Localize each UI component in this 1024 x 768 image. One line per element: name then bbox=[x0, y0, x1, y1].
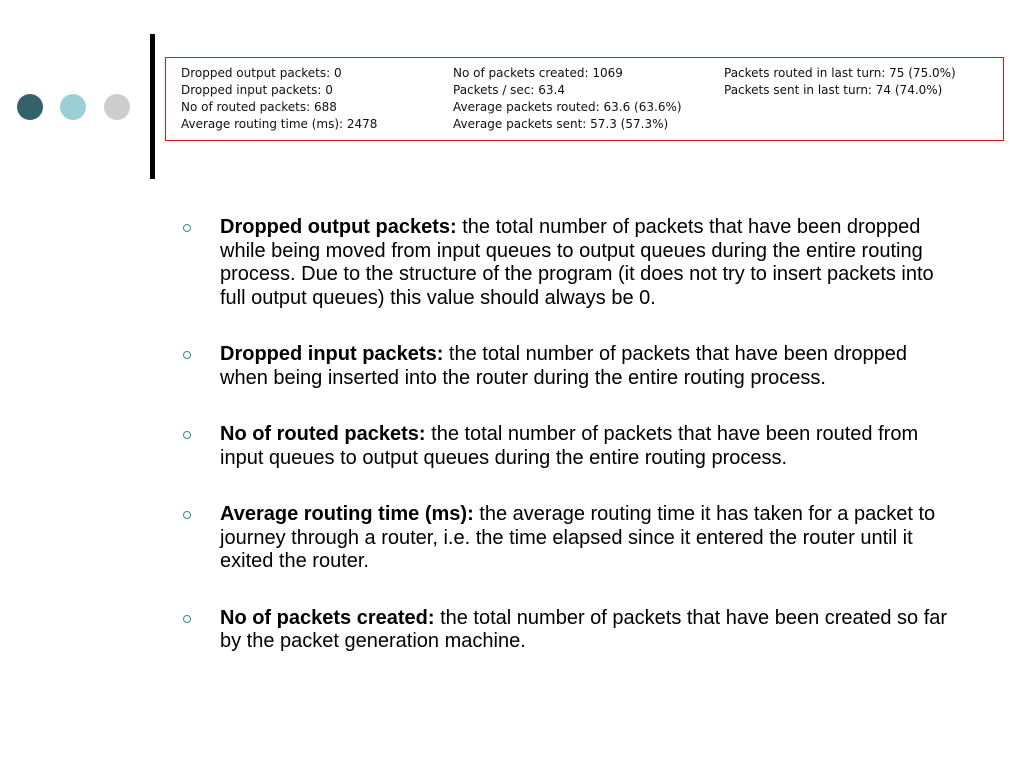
definition-term: Dropped input packets: bbox=[220, 343, 444, 365]
definition-term: Average routing time (ms): bbox=[220, 503, 474, 525]
definition-text: the average routing time it has taken for a packet to journey through a router, i.e. the time elapsed since it entered the router until it exited the router. bbox=[220, 503, 936, 572]
definition-text: the total number of packets that have been dropped when being inserted into the router during the entire routing process. bbox=[220, 343, 908, 389]
stat-dropped-input: Dropped input packets: 0 bbox=[181, 83, 333, 97]
bullet-ring-icon bbox=[183, 511, 191, 519]
stat-avg-packets-sent: Average packets sent: 57.3 (57.3%) bbox=[453, 117, 669, 131]
definition-item bbox=[183, 216, 953, 310]
stat-avg-packets-routed: Average packets routed: 63.6 (63.6%) bbox=[453, 100, 682, 114]
decor-dot-grey bbox=[104, 94, 130, 120]
stats-column-2 bbox=[453, 65, 682, 133]
stat-avg-routing-time: Average routing time (ms): 2478 bbox=[181, 117, 378, 131]
stats-column-1 bbox=[181, 65, 377, 133]
definition-item bbox=[183, 343, 953, 390]
bullet-ring-icon bbox=[183, 431, 191, 439]
stat-dropped-output: Dropped output packets: 0 bbox=[181, 66, 342, 80]
stat-packets-per-sec: Packets / sec: 63.4 bbox=[453, 83, 565, 97]
definition-item bbox=[183, 423, 953, 470]
definition-list bbox=[183, 216, 953, 687]
stat-sent-last-turn: Packets sent in last turn: 74 (74.0%) bbox=[724, 83, 943, 97]
stat-routed-last-turn: Packets routed in last turn: 75 (75.0%) bbox=[724, 66, 956, 80]
decor-dot-light bbox=[60, 94, 86, 120]
definition-term: No of routed packets: bbox=[220, 423, 426, 445]
definition-term: Dropped output packets: bbox=[220, 216, 457, 238]
definition-text: the total number of packets that have been dropped while being moved from input queues to output queues during the entire routing process. Due to the structure of the program (it does not try to insert packets into full output queues) this value should always be 0. bbox=[220, 216, 934, 309]
definition-item bbox=[183, 503, 953, 574]
definition-text: the total number of packets that have been created so far by the packet generation machine. bbox=[220, 606, 948, 652]
bullet-ring-icon bbox=[183, 351, 191, 359]
decor-dot-dark bbox=[17, 94, 43, 120]
definition-item bbox=[183, 607, 953, 654]
bullet-ring-icon bbox=[183, 615, 191, 623]
definition-text: the total number of packets that have been routed from input queues to output queues during the entire routing process. bbox=[220, 423, 919, 469]
stats-column-3 bbox=[724, 65, 956, 99]
bullet-ring-icon bbox=[183, 224, 191, 232]
stats-panel-screenshot bbox=[165, 57, 1004, 141]
stat-packets-created: No of packets created: 1069 bbox=[453, 66, 623, 80]
definition-term: No of packets created: bbox=[220, 606, 435, 629]
decor-vertical-bar bbox=[150, 34, 155, 179]
stat-routed-packets: No of routed packets: 688 bbox=[181, 100, 337, 114]
